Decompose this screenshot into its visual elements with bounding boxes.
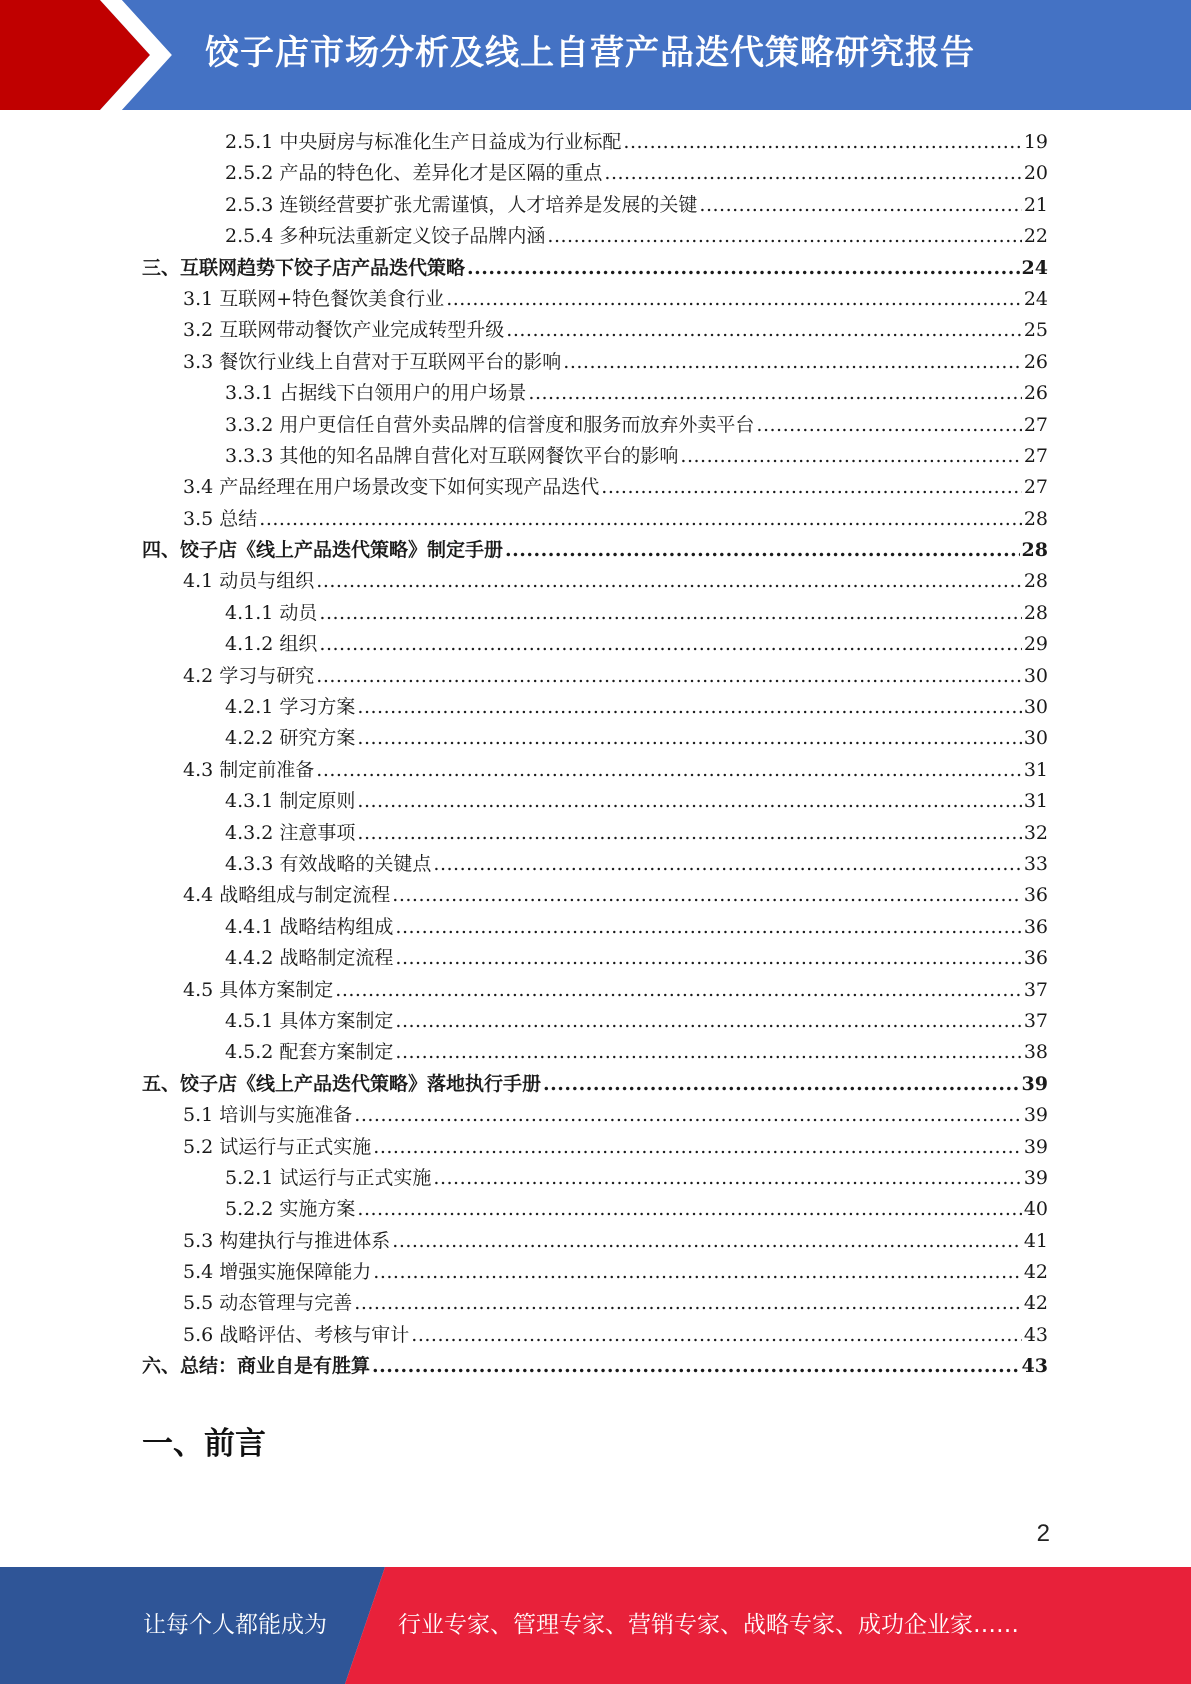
toc-entry-title <box>142 1069 541 1100</box>
toc-entry-number: 4.3.3 <box>225 852 274 875</box>
toc-entry-text: 增强实施保障能力 <box>219 1261 372 1284</box>
toc-entry[interactable] <box>0 1069 1191 1100</box>
toc-entry-number: 2.5.4 <box>225 225 274 248</box>
toc-entry[interactable] <box>0 378 1191 409</box>
toc-entry-title <box>225 1194 355 1225</box>
toc-entry[interactable] <box>0 347 1191 378</box>
toc-entry-text: 产品的特色化、差异化才是区隔的重点 <box>279 162 603 185</box>
toc-entry-text: 试运行与正式实施 <box>279 1166 432 1189</box>
toc-entry[interactable] <box>0 786 1191 817</box>
toc-entry[interactable] <box>0 504 1191 535</box>
toc-entry-number: 3.4 <box>183 476 214 499</box>
toc-dot-leader <box>392 1226 1022 1257</box>
toc-entry-text: 制定前准备 <box>219 758 315 781</box>
toc-entry[interactable] <box>0 315 1191 346</box>
toc-entry-number: 4.4.1 <box>225 915 274 938</box>
toc-entry-title <box>225 441 678 472</box>
toc-page-number: 28 <box>1023 507 1048 530</box>
toc-entry[interactable] <box>0 692 1191 723</box>
toc-entry-number: 5.1 <box>183 1104 214 1127</box>
toc-entry-title <box>225 849 431 880</box>
toc-entry[interactable] <box>0 975 1191 1006</box>
toc-entry[interactable] <box>0 818 1191 849</box>
toc-entry[interactable] <box>0 158 1191 189</box>
toc-entry-title <box>225 127 621 158</box>
toc-entry-title <box>225 1006 393 1037</box>
toc-dot-leader <box>357 1194 1021 1225</box>
toc-page-number: 28 <box>1023 570 1048 593</box>
toc-entry-text: 战略制定流程 <box>279 947 394 970</box>
toc-dot-leader <box>372 1351 1020 1382</box>
toc-entry-title <box>225 1163 431 1194</box>
toc-dot-leader <box>259 504 1022 535</box>
toc-entry-number: 三、 <box>142 256 181 279</box>
toc-entry-number: 4.3.1 <box>225 790 274 813</box>
header-banner <box>0 0 1191 110</box>
toc-entry[interactable] <box>0 661 1191 692</box>
toc-page-number: 36 <box>1023 915 1048 938</box>
toc-entry-text: 注意事项 <box>279 821 356 844</box>
toc-entry-text: 餐饮行业线上自营对于互联网平台的影响 <box>219 350 562 373</box>
toc-page-number: 43 <box>1023 1323 1048 1346</box>
toc-entry-text: 制定原则 <box>279 790 356 813</box>
toc-page-number: 27 <box>1023 476 1048 499</box>
toc-entry-text: 连锁经营要扩张尤需谨慎，人才培养是发展的关键 <box>279 193 698 216</box>
toc-entry[interactable] <box>0 1288 1191 1319</box>
toc-entry-number: 3.5 <box>183 507 214 530</box>
toc-dot-leader <box>335 975 1022 1006</box>
toc-entry-text: 动态管理与完善 <box>219 1292 353 1315</box>
toc-entry-number: 2.5.1 <box>225 131 274 153</box>
toc-entry[interactable] <box>0 253 1191 284</box>
toc-entry[interactable] <box>0 472 1191 503</box>
toc-entry[interactable] <box>0 880 1191 911</box>
toc-entry-number: 3.3.2 <box>225 413 274 436</box>
toc-entry-text: 其他的知名品牌自营化对互联网餐饮平台的影响 <box>279 444 679 467</box>
toc-entry-text: 用户更信任自营外卖品牌的信誉度和服务而放弃外卖平台 <box>279 413 755 436</box>
toc-entry-number: 5.4 <box>183 1261 214 1284</box>
toc-entry-number: 五、 <box>142 1072 181 1095</box>
toc-entry[interactable] <box>0 1132 1191 1163</box>
toc-page-number: 30 <box>1023 664 1048 687</box>
toc-entry-title <box>225 818 355 849</box>
toc-entry[interactable] <box>0 1351 1191 1382</box>
toc-entry-number: 四、 <box>142 539 181 562</box>
toc-entry-title <box>183 880 390 911</box>
toc-page-number: 39 <box>1023 1104 1048 1127</box>
toc-entry[interactable] <box>0 723 1191 754</box>
toc-page-number: 39 <box>1023 1135 1048 1158</box>
toc-entry-title <box>225 598 317 629</box>
toc-entry-text: 试运行与正式实施 <box>219 1135 372 1158</box>
toc-entry[interactable] <box>0 755 1191 786</box>
toc-entry[interactable] <box>0 535 1191 566</box>
toc-dot-leader <box>373 1257 1022 1288</box>
toc-dot-leader <box>395 943 1021 974</box>
toc-dot-leader <box>357 692 1021 723</box>
toc-entry[interactable] <box>0 1257 1191 1288</box>
toc-dot-leader <box>395 1006 1021 1037</box>
toc-entry-text: 培训与实施准备 <box>219 1104 353 1127</box>
toc-entry-number: 4.4 <box>183 884 214 907</box>
section-heading: 一、前言 <box>142 1426 266 1462</box>
toc-dot-leader <box>357 786 1021 817</box>
toc-entry-number: 5.2.1 <box>225 1166 274 1189</box>
toc-dot-leader <box>357 818 1021 849</box>
document-title: 饺子店市场分析及线上自营产品迭代策略研究报告 <box>205 33 975 73</box>
toc-entry[interactable] <box>0 1320 1191 1351</box>
toc-entry-title <box>183 347 561 378</box>
toc-entry-title <box>225 943 393 974</box>
toc-entry-text: 具体方案制定 <box>279 1009 394 1032</box>
toc-entry-title <box>142 1351 370 1382</box>
toc-entry-number: 4.5 <box>183 978 214 1001</box>
toc-page-number: 26 <box>1023 350 1048 373</box>
toc-page-number: 30 <box>1023 727 1048 750</box>
toc-dot-leader <box>433 849 1021 880</box>
toc-entry-text: 学习方案 <box>279 696 356 719</box>
toc-entry-text: 动员与组织 <box>219 570 315 593</box>
toc-entry-number: 4.5.1 <box>225 1009 274 1032</box>
toc-dot-leader <box>699 190 1021 221</box>
toc-entry-number: 3.3.1 <box>225 382 274 405</box>
toc-entry-number: 4.2.1 <box>225 696 274 719</box>
toc-entry-title <box>225 786 355 817</box>
toc-entry-number: 2.5.3 <box>225 193 274 216</box>
toc-entry-title <box>183 1320 409 1351</box>
toc-entry-title <box>183 1100 352 1131</box>
toc-page-number: 20 <box>1023 162 1048 185</box>
toc-page-number: 39 <box>1021 1072 1048 1095</box>
toc-page-number: 21 <box>1023 193 1048 216</box>
toc-page-number: 32 <box>1023 821 1048 844</box>
toc-dot-leader <box>357 723 1021 754</box>
toc-entry-number: 3.3 <box>183 350 214 373</box>
toc-entry-number: 5.2.2 <box>225 1198 274 1221</box>
toc-entry-title <box>183 661 314 692</box>
toc-page-number: 25 <box>1023 319 1048 342</box>
toc-page-number: 24 <box>1021 256 1048 279</box>
toc-entry[interactable] <box>0 190 1191 221</box>
table-of-contents <box>0 127 1191 1383</box>
toc-dot-leader <box>319 598 1021 629</box>
toc-page-number: 37 <box>1023 1009 1048 1032</box>
toc-entry-title <box>183 504 257 535</box>
toc-entry-title <box>183 472 599 503</box>
toc-page-number: 43 <box>1021 1355 1048 1378</box>
toc-entry-number: 5.6 <box>183 1323 214 1346</box>
toc-entry-title <box>225 723 355 754</box>
toc-entry-title <box>183 1288 352 1319</box>
toc-page-number: 36 <box>1023 947 1048 970</box>
toc-entry-number: 4.3 <box>183 758 214 781</box>
toc-page-number: 31 <box>1023 790 1048 813</box>
toc-entry-text: 战略评估、考核与审计 <box>219 1323 410 1346</box>
toc-dot-leader <box>680 441 1021 472</box>
toc-dot-leader <box>756 410 1021 441</box>
toc-entry[interactable] <box>0 221 1191 252</box>
toc-entry-number: 4.4.2 <box>225 947 274 970</box>
toc-dot-leader <box>506 315 1022 346</box>
toc-entry-text: 饺子店《线上产品迭代策略》落地执行手册 <box>180 1072 542 1095</box>
toc-page-number: 38 <box>1023 1041 1048 1064</box>
toc-page-number: 42 <box>1023 1261 1048 1284</box>
toc-entry[interactable] <box>0 1226 1191 1257</box>
toc-entry-number: 3.3.3 <box>225 444 274 467</box>
toc-entry-text: 饺子店《线上产品迭代策略》制定手册 <box>180 539 504 562</box>
toc-entry[interactable] <box>0 943 1191 974</box>
toc-entry[interactable] <box>0 1100 1191 1131</box>
toc-entry[interactable] <box>0 849 1191 880</box>
toc-entry-text: 总结 <box>219 507 258 530</box>
toc-entry[interactable] <box>0 598 1191 629</box>
toc-entry-number: 4.5.2 <box>225 1041 274 1064</box>
toc-entry-title <box>225 190 697 221</box>
toc-entry-text: 研究方案 <box>279 727 356 750</box>
toc-entry-title <box>225 629 317 660</box>
toc-entry-title <box>183 975 333 1006</box>
toc-page-number: 36 <box>1023 884 1048 907</box>
toc-entry-text: 具体方案制定 <box>219 978 334 1001</box>
toc-entry-number: 2.5.2 <box>225 162 274 185</box>
toc-entry-title <box>225 221 545 252</box>
toc-entry[interactable] <box>0 127 1191 158</box>
toc-page-number: 27 <box>1023 444 1048 467</box>
toc-page-number: 26 <box>1023 382 1048 405</box>
toc-entry-title <box>142 535 503 566</box>
toc-page-number: 29 <box>1023 633 1048 656</box>
toc-entry[interactable] <box>0 284 1191 315</box>
toc-entry-number: 5.3 <box>183 1229 214 1252</box>
toc-page-number: 24 <box>1023 287 1048 310</box>
toc-dot-leader <box>411 1320 1022 1351</box>
toc-dot-leader <box>543 1069 1020 1100</box>
toc-page-number: 27 <box>1023 413 1048 436</box>
toc-entry-text: 多种玩法重新定义饺子品牌内涵 <box>279 225 546 248</box>
toc-entry-title <box>225 410 754 441</box>
toc-dot-leader <box>354 1100 1022 1131</box>
toc-entry[interactable] <box>0 1194 1191 1225</box>
toc-page-number: 22 <box>1023 225 1048 248</box>
toc-entry-text: 互联网+特色餐饮美食行业 <box>219 287 445 310</box>
toc-entry-text: 战略结构组成 <box>279 915 394 938</box>
toc-entry[interactable] <box>0 1163 1191 1194</box>
toc-entry-title <box>225 692 355 723</box>
toc-entry[interactable] <box>0 1037 1191 1068</box>
toc-page-number: 30 <box>1023 696 1048 719</box>
toc-page-number: 39 <box>1023 1166 1048 1189</box>
toc-page-number: 28 <box>1021 539 1048 562</box>
toc-dot-leader <box>319 629 1021 660</box>
toc-entry-number: 4.1.2 <box>225 633 274 656</box>
toc-entry[interactable] <box>0 410 1191 441</box>
toc-dot-leader <box>623 127 1021 158</box>
toc-entry[interactable] <box>0 441 1191 472</box>
toc-entry[interactable] <box>0 629 1191 660</box>
toc-dot-leader <box>433 1163 1021 1194</box>
toc-entry-title <box>142 253 465 284</box>
toc-entry-title <box>183 566 314 597</box>
toc-entry-text: 构建执行与推进体系 <box>219 1229 391 1252</box>
toc-dot-leader <box>467 253 1020 284</box>
toc-entry-text: 互联网趋势下饺子店产品迭代策略 <box>180 256 466 279</box>
toc-entry-text: 中央厨房与标准化生产日益成为行业标配 <box>279 131 622 153</box>
toc-entry-number: 4.2 <box>183 664 214 687</box>
toc-dot-leader <box>505 535 1020 566</box>
toc-dot-leader <box>354 1288 1022 1319</box>
toc-entry-text: 有效战略的关键点 <box>279 852 432 875</box>
toc-entry[interactable] <box>0 912 1191 943</box>
toc-entry-title <box>225 1037 393 1068</box>
toc-entry-number: 3.1 <box>183 287 214 310</box>
toc-entry-title <box>225 158 602 189</box>
toc-page-number: 28 <box>1023 601 1048 624</box>
toc-dot-leader <box>316 566 1022 597</box>
toc-entry[interactable] <box>0 1006 1191 1037</box>
toc-entry-title <box>183 315 504 346</box>
toc-entry-number: 六、 <box>142 1355 181 1378</box>
toc-entry-text: 动员 <box>279 601 318 624</box>
toc-entry-number: 5.2 <box>183 1135 214 1158</box>
toc-entry-text: 配套方案制定 <box>279 1041 394 1064</box>
toc-entry-text: 产品经理在用户场景改变下如何实现产品迭代 <box>219 476 600 499</box>
toc-page-number: 40 <box>1023 1198 1048 1221</box>
toc-dot-leader <box>601 472 1022 503</box>
toc-entry-title <box>225 378 526 409</box>
toc-entry-text: 占据线下白领用户的用户场景 <box>279 382 527 405</box>
toc-page-number: 31 <box>1023 758 1048 781</box>
toc-entry-text: 互联网带动餐饮产业完成转型升级 <box>219 319 505 342</box>
toc-entry-number: 4.2.2 <box>225 727 274 750</box>
footer-banner <box>0 1567 1191 1684</box>
toc-dot-leader <box>547 221 1021 252</box>
toc-entry-number: 5.5 <box>183 1292 214 1315</box>
toc-entry-title <box>183 284 444 315</box>
toc-dot-leader <box>316 661 1022 692</box>
footer-slogan-right: 行业专家、管理专家、营销专家、战略专家、成功企业家…… <box>398 1612 1019 1638</box>
toc-page-number: 41 <box>1023 1229 1048 1252</box>
toc-dot-leader <box>395 1037 1021 1068</box>
toc-entry-text: 学习与研究 <box>219 664 315 687</box>
toc-page-number: 42 <box>1023 1292 1048 1315</box>
toc-page-number: 33 <box>1023 852 1048 875</box>
toc-dot-leader <box>392 880 1022 911</box>
toc-dot-leader <box>316 755 1022 786</box>
toc-entry-title <box>183 1226 390 1257</box>
toc-entry-number: 4.1 <box>183 570 214 593</box>
toc-entry-title <box>183 1257 371 1288</box>
toc-dot-leader <box>446 284 1022 315</box>
toc-entry-text: 总结：商业自是有胜算 <box>180 1355 371 1378</box>
toc-entry-number: 4.3.2 <box>225 821 274 844</box>
toc-entry-title <box>183 1132 371 1163</box>
page-number: 2 <box>1036 1520 1050 1547</box>
toc-entry-text: 组织 <box>279 633 318 656</box>
toc-entry-number: 4.1.1 <box>225 601 274 624</box>
toc-dot-leader <box>528 378 1021 409</box>
toc-dot-leader <box>604 158 1021 189</box>
toc-dot-leader <box>373 1132 1022 1163</box>
toc-dot-leader <box>563 347 1022 378</box>
toc-entry[interactable] <box>0 566 1191 597</box>
toc-entry-title <box>225 912 393 943</box>
toc-page-number: 37 <box>1023 978 1048 1001</box>
toc-dot-leader <box>395 912 1021 943</box>
toc-entry-text: 战略组成与制定流程 <box>219 884 391 907</box>
toc-entry-title <box>183 755 314 786</box>
toc-entry-text: 实施方案 <box>279 1198 356 1221</box>
footer-slogan-left: 让每个人都能成为 <box>143 1612 327 1638</box>
toc-page-number: 19 <box>1023 131 1048 153</box>
toc-entry-number: 3.2 <box>183 319 214 342</box>
